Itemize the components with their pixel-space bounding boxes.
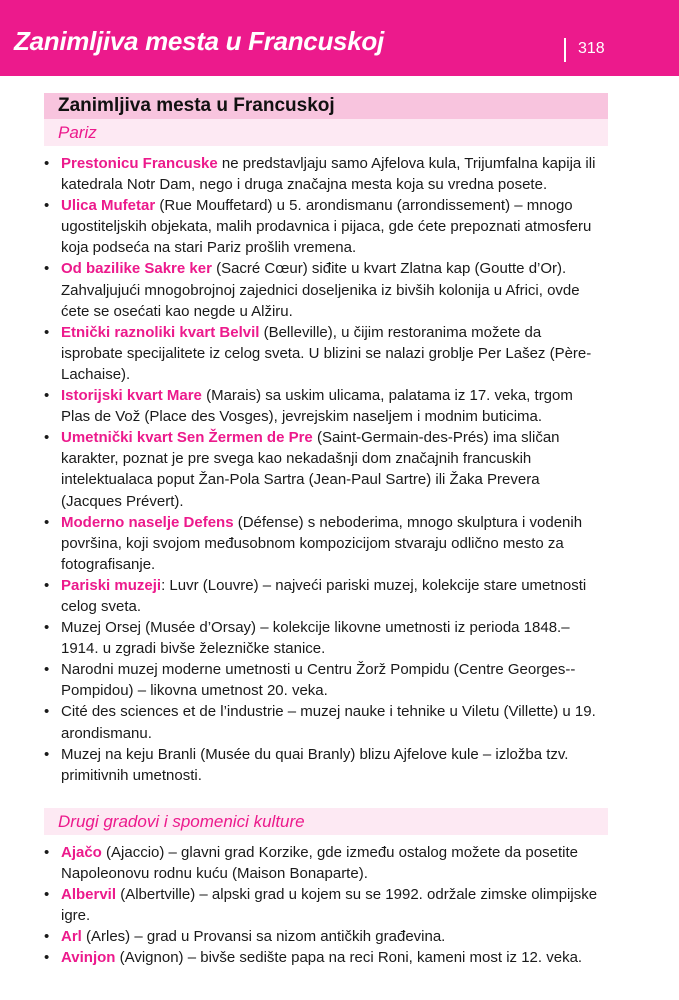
bullet-icon: •: [44, 576, 50, 594]
item-highlight: Etnički raznoliki kvart Belvil: [61, 323, 260, 341]
header-divider: [564, 38, 566, 62]
item-text: (Sacré Cœur) siđite u kvart Zlatna kap (Goutte d’Or). Zahvaljujući mnogobrojnoj zajednici doseljenika iz bivših kolonija u Africi, ovde ćete se osećati kao negde u Alžiru.: [61, 260, 580, 320]
item-highlight: Pariski muzeji: [61, 576, 162, 594]
bullet-icon: •: [44, 886, 50, 904]
list-item: [44, 427, 604, 511]
item-text: (Arles) – grad u Provansi sa nizom antičkih građevina.: [81, 928, 446, 946]
list-item: [44, 385, 604, 427]
item-text: Muzej na keju Branli (Musée du quai Branly) blizu Ajfelove kule – izložba tzv. primitivnih umetnosti.: [61, 745, 569, 784]
bullet-icon: •: [44, 928, 50, 946]
list-item: [44, 884, 604, 926]
item-text: (Saint-Germain-des-Prés) ima sličan karakter, poznat je pre svega kao nekadašnji dom značajnih francuskih intelektualaca poput Žan-Pola Sartra (Jean-Paul Sartre) ili Žaka Prevera (Jacques Prévert).: [61, 429, 560, 510]
list-item: [44, 575, 604, 617]
bullet-icon: •: [44, 323, 50, 341]
item-highlight: Moderno naselje Defens: [61, 513, 234, 531]
other-cities-list: [44, 842, 604, 969]
item-text: (Avignon) – bivše sedište papa na reci Roni, kameni most iz 12. veka.: [115, 949, 583, 967]
section-title: Zanimljiva mesta u Francuskoj: [58, 95, 335, 116]
bullet-icon: •: [44, 844, 50, 861]
item-text: : Luvr (Louvre) – najveći pariski muzej, kolekcije stare umetnosti celog sveta.: [61, 576, 587, 615]
bullet-icon: •: [44, 949, 50, 967]
bullet-icon: •: [44, 513, 50, 531]
item-highlight: Ulica Mufetar: [61, 197, 156, 215]
item-text: (Défense) s neboderima, mnogo skulptura i vodenih površina, koji svojom međusobnom kompozicijom stvaraju odlično mesto za fotografisanje.: [61, 513, 583, 573]
bullet-icon: •: [44, 387, 50, 405]
header-bar: [0, 0, 679, 76]
list-item: [44, 701, 604, 743]
item-text: (Rue Mouffetard) u 5. arondismanu (arrondissement) – mnogo ugostiteljskih objekata, malih prodavnica i pijaca, gde ćete prepoznati atmosferu koja podseća na stari Pariz prošlih vremena.: [61, 197, 592, 257]
list-item: [44, 153, 604, 195]
subsection-title-paris: Pariz: [58, 123, 97, 142]
item-highlight: Avinjon: [61, 949, 116, 967]
item-highlight: Istorijski kvart Mare: [61, 387, 202, 405]
header-title: Zanimljiva mesta u Francuskoj: [14, 26, 384, 56]
item-text: (Ajaccio) – glavni grad Korzike, gde između ostalog možete da posetite Napoleonovu rodnu kuću (Maison Bonaparte).: [61, 844, 578, 883]
bullet-icon: •: [44, 703, 50, 721]
page-number: 318: [578, 40, 605, 57]
item-highlight: Umetnički kvart Sen Žermen de Pre: [61, 429, 313, 447]
item-highlight: Albervil: [61, 886, 117, 904]
list-item: [44, 512, 604, 575]
item-highlight: Arl: [61, 928, 82, 946]
item-text: (Belleville), u čijim restoranima možete da isprobate specijalitete iz celog sveta. U blizini se nalazi groblje Per Lašez (Père-Lachaise).: [61, 323, 592, 383]
bullet-icon: •: [44, 745, 50, 763]
bullet-icon: •: [44, 155, 50, 172]
bullet-icon: •: [44, 619, 50, 637]
item-highlight: Prestonicu Francuske: [61, 155, 218, 172]
bullet-icon: •: [44, 260, 50, 278]
list-item: [44, 258, 604, 321]
list-item: [44, 947, 604, 968]
item-text: Narodni muzej moderne umetnosti u Centru Žorž Pompidu (Centre Georges--Pompidou) – likovna umetnost 20. veka.: [61, 661, 576, 700]
bullet-icon: •: [44, 661, 50, 679]
subsection-title-other: Drugi gradovi i spomenici kulture: [58, 812, 305, 831]
list-item: [44, 842, 604, 884]
item-text: Muzej Orsej (Musée d’Orsay) – kolekcije likovne umetnosti iz perioda 1848.–1914. u zgradi bivše železničke stanice.: [61, 619, 570, 658]
item-text: Cité des sciences et de l’industrie – muzej nauke i tehnike u Viletu (Villette) u 19. arondismanu.: [61, 703, 596, 742]
list-item: [44, 617, 604, 659]
list-item: [44, 659, 604, 701]
subsection-heading-paris: [44, 119, 608, 146]
section-heading: [44, 93, 608, 119]
bullet-icon: •: [44, 429, 50, 447]
bullet-icon: •: [44, 197, 50, 215]
item-highlight: Od bazilike Sakre ker: [61, 260, 212, 278]
paris-list: [44, 153, 604, 786]
list-item: [44, 322, 604, 385]
list-item: [44, 926, 604, 947]
list-item: [44, 195, 604, 258]
item-text: (Albertville) – alpski grad u kojem su se 1992. održale zimske olimpijske igre.: [61, 886, 598, 925]
subsection-heading-other: [44, 808, 608, 835]
item-text: ne predstavljaju samo Ajfelova kula, Trijumfalna kapija ili katedrala Notr Dam, nego i druga značajna mesta koja su vredna posete.: [61, 155, 596, 194]
item-text: (Marais) sa uskim ulicama, palatama iz 17. veka, trgom Plas de Vož (Place des Vosges), jevrejskim naseljem i modnim buticima.: [61, 387, 573, 426]
item-highlight: Ajačo: [61, 844, 102, 861]
list-item: [44, 744, 604, 786]
